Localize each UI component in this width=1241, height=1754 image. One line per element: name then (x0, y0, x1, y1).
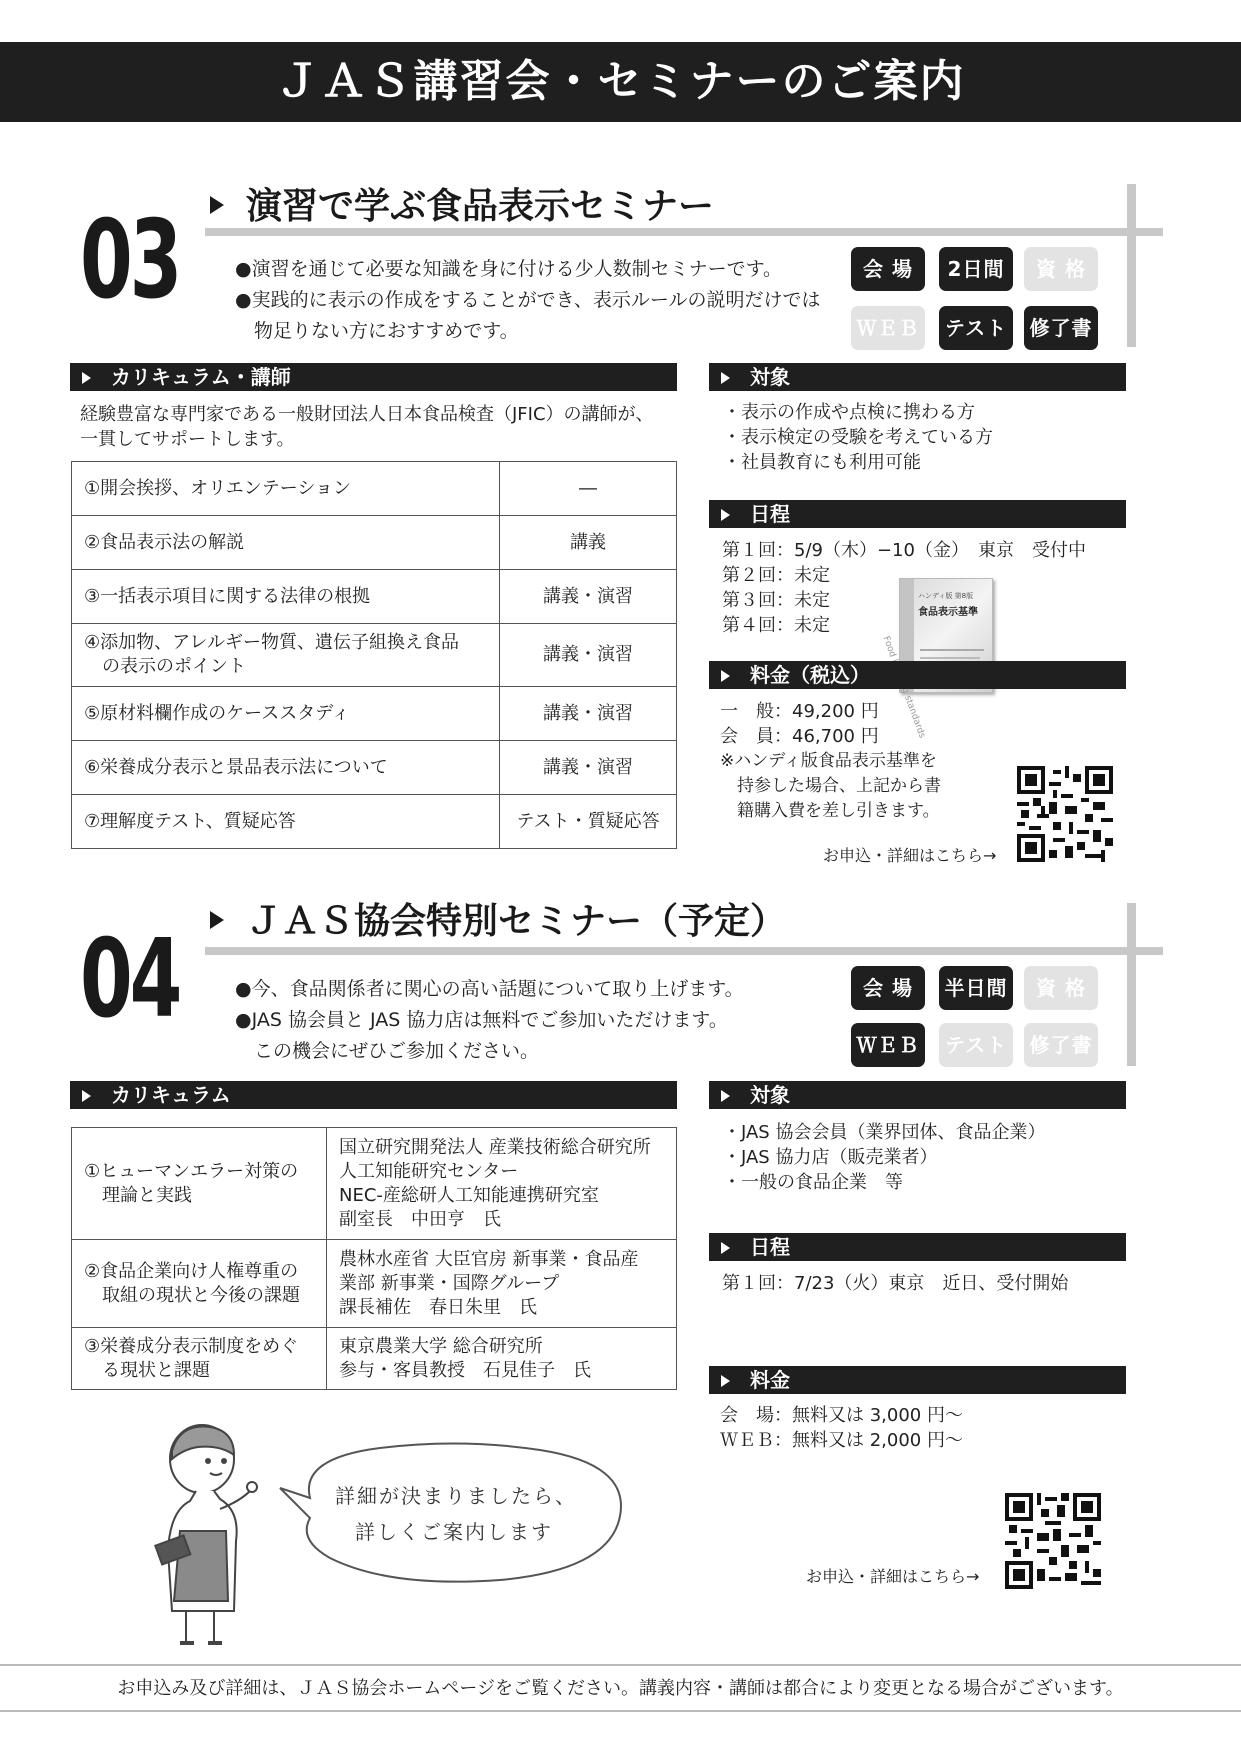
badge-qualification: 資 格 (1024, 247, 1098, 291)
title-underline (205, 947, 1163, 955)
character-illustration (150, 1421, 270, 1651)
target-heading (709, 1081, 1126, 1109)
note-line: 経験豊富な専門家である一般財団法人日本食品検査（JFIC）の講師が、 (80, 404, 654, 425)
type-cell: ― (500, 462, 677, 516)
table-row (72, 1240, 677, 1328)
badge-venue: 会 場 (851, 247, 925, 291)
type-cell: 講義 (500, 516, 677, 570)
badge-venue: 会 場 (851, 966, 925, 1010)
triangle-icon (721, 1242, 730, 1254)
triangle-icon (82, 1090, 91, 1102)
title-vertical-line (1127, 903, 1136, 1066)
page-banner: ＪＡＳ講習会・セミナーのご案内 (0, 42, 1241, 122)
note-line: 籍購入費を差し引きます。 (720, 801, 940, 821)
type-cell: 講義・演習 (500, 624, 677, 687)
badge-certificate: 修了書 (1024, 306, 1098, 350)
intro-line: この機会にぜひご参加ください。 (235, 1040, 540, 1062)
note-line: 一貫してサポートします。 (80, 429, 295, 450)
intro-line: ●演習を通じて必要な知識を身に付ける少人数制セミナーです。 (235, 258, 783, 280)
list-item: ・JAS 協会会員（業界団体、食品企業） (723, 1122, 1046, 1143)
type-cell: テスト・質疑応答 (500, 795, 677, 849)
seminar-title-text: 演習で学ぶ食品表示セミナー (246, 186, 715, 227)
heading-text: 料金 (750, 1368, 790, 1392)
heading-text: 対象 (750, 365, 790, 389)
table-row (72, 795, 677, 849)
seminar-title-text: ＪＡＳ協会特別セミナー（予定） (246, 901, 787, 942)
list-item: 第１回：7/23（火）東京 近日、受付開始 (722, 1273, 1069, 1294)
topic-cell: ⑤原材料欄作成のケーススタディ (72, 687, 500, 741)
target-list (723, 1120, 1045, 1195)
list-item: ・社員教育にも利用可能 (723, 452, 921, 473)
heading-text: 日程 (750, 502, 790, 526)
badge-test: テスト (939, 306, 1013, 350)
curriculum-note (80, 402, 654, 452)
curriculum-heading (70, 363, 677, 391)
title-underline (205, 228, 1163, 236)
table-row (72, 687, 677, 741)
fee-heading (709, 661, 1126, 689)
footer-divider (0, 1710, 1241, 1712)
speech-line: 詳しくご案内します (355, 1520, 553, 1544)
table-row (72, 516, 677, 570)
badge-duration: 2日間 (939, 247, 1013, 291)
seminar-intro (235, 254, 820, 347)
type-cell: 講義・演習 (500, 687, 677, 741)
fee-heading (709, 1366, 1126, 1394)
heading-text: カリキュラム (111, 1083, 231, 1107)
curriculum-table (71, 461, 677, 849)
triangle-icon (721, 509, 730, 521)
target-heading (709, 363, 1126, 391)
type-cell: 講義・演習 (500, 570, 677, 624)
triangle-icon (721, 1375, 730, 1387)
heading-text: 日程 (750, 1235, 790, 1259)
fee-list (720, 699, 879, 749)
topic-cell: ③栄養成分表示制度をめぐ る現状と課題 (72, 1328, 327, 1390)
intro-line: 物足りない方におすすめです。 (235, 320, 519, 342)
table-row (72, 570, 677, 624)
triangle-icon (721, 1090, 730, 1102)
list-item: ・表示の作成や点検に携わる方 (723, 402, 975, 423)
heading-text: 料金（税込） (750, 663, 870, 687)
table-row (72, 1328, 677, 1390)
list-item: ・表示検定の受験を考えている方 (723, 427, 993, 448)
topic-cell: ⑥栄養成分表示と景品表示法について (72, 741, 500, 795)
table-row (72, 741, 677, 795)
triangle-icon (210, 196, 224, 214)
list-item: ・JAS 協力店（販売業者） (723, 1147, 938, 1168)
badge-web: ＷＥＢ (851, 1023, 925, 1067)
curriculum-heading (70, 1081, 677, 1109)
badge-qualification: 資 格 (1024, 966, 1098, 1010)
triangle-icon (210, 911, 224, 929)
fee-note (720, 749, 941, 824)
seminar-intro (235, 974, 744, 1067)
list-item: ＷＥＢ：無料又は 2,000 円〜 (720, 1430, 963, 1451)
target-list (723, 400, 993, 475)
apply-link[interactable]: お申込・詳細はこちら→ (806, 1567, 980, 1586)
fee-list (720, 1403, 963, 1453)
type-cell: 講義・演習 (500, 741, 677, 795)
triangle-icon (82, 372, 91, 384)
speech-line: 詳細が決まりましたら、 (335, 1484, 577, 1508)
list-item: ・一般の食品企業 等 (723, 1172, 903, 1193)
title-vertical-line (1127, 184, 1136, 347)
apply-link[interactable]: お申込・詳細はこちら→ (823, 846, 997, 865)
speaker-cell: 東京農業大学 総合研究所 参与・客員教授 石見佳子 氏 (327, 1328, 677, 1390)
table-row (72, 624, 677, 687)
speaker-cell: 国立研究開発法人 産業技術総合研究所 人工知能研究センター NEC-産総研人工知能連携研究室 副室長 中田亨 氏 (327, 1128, 677, 1240)
list-item: 一 般：49,200 円 (720, 701, 879, 722)
section-number: 04 (80, 917, 180, 1042)
topic-cell: ①ヒューマンエラー対策の 理論と実践 (72, 1128, 327, 1240)
list-item: 第１回：5/9（木）−10（金） 東京 受付中 (722, 540, 1086, 561)
intro-line: ●JAS 協会員と JAS 協力店は無料でご参加いただけます。 (235, 1009, 728, 1031)
topic-cell: ②食品表示法の解説 (72, 516, 500, 570)
seminar-title (210, 893, 786, 944)
footer-note: お申込み及び詳細は、ＪＡＳ協会ホームページをご覧ください。講義内容・講師は都合により変更となる場合がございます。 (117, 1678, 1124, 1699)
badge-web: ＷＥＢ (851, 306, 925, 350)
triangle-icon (721, 372, 730, 384)
badge-duration: 半日間 (939, 966, 1013, 1010)
schedule-heading (709, 500, 1126, 528)
topic-cell: ③一括表示項目に関する法律の根拠 (72, 570, 500, 624)
badge-test: テスト (939, 1023, 1013, 1067)
topic-cell: ①開会挨拶、オリエンテーション (72, 462, 500, 516)
triangle-icon (721, 670, 730, 682)
table-row (72, 1128, 677, 1240)
curriculum-table (71, 1127, 677, 1390)
book-title: 食品表示基準 (918, 607, 978, 618)
qr-code[interactable] (1005, 1493, 1101, 1589)
note-line: 持参した場合、上記から書 (720, 776, 941, 796)
book-subtitle: ハンディ版 第8版 (918, 592, 974, 600)
list-item: 第４回：未定 (722, 615, 830, 636)
seminar-title (210, 178, 714, 229)
topic-cell: ⑦理解度テスト、質疑応答 (72, 795, 500, 849)
speech-text (335, 1478, 577, 1550)
heading-text: 対象 (750, 1083, 790, 1107)
list-item: 第２回：未定 (722, 565, 830, 586)
intro-line: ●今、食品関係者に関心の高い話題について取り上げます。 (235, 978, 744, 1000)
table-row (72, 462, 677, 516)
schedule-list (722, 1271, 1068, 1296)
intro-line: ●実践的に表示の作成をすることができ、表示ルールの説明だけでは (235, 289, 821, 311)
speaker-cell: 農林水産省 大臣官房 新事業・食品産 業部 新事業・国際グループ 課長補佐 春日朱里 氏 (327, 1240, 677, 1328)
schedule-heading (709, 1233, 1126, 1261)
list-item: 会 員：46,700 円 (720, 726, 879, 747)
footer-divider (0, 1664, 1241, 1666)
topic-cell: ④添加物、アレルギー物質、遺伝子組換え食品 の表示のポイント (72, 624, 500, 687)
topic-cell: ②食品企業向け人権尊重の 取組の現状と今後の課題 (72, 1240, 327, 1328)
qr-code[interactable] (1017, 766, 1113, 862)
list-item: 会 場：無料又は 3,000 円〜 (720, 1405, 963, 1426)
section-number: 03 (80, 198, 180, 323)
note-line: ※ハンディ版食品表示基準を (720, 751, 937, 771)
badge-certificate: 修了書 (1024, 1023, 1098, 1067)
list-item: 第３回：未定 (722, 590, 830, 611)
heading-text: カリキュラム・講師 (111, 365, 291, 389)
